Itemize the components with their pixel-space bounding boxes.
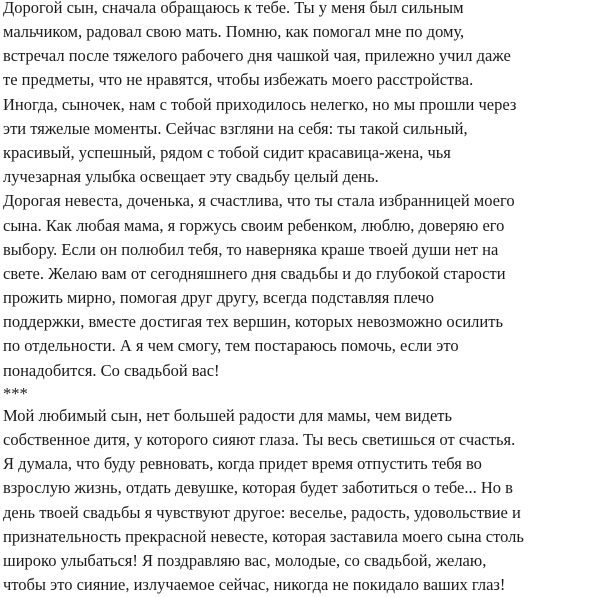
text-line: взрослую жизнь, отдать девушке, которая будет заботиться о тебе... Но в [3,478,513,498]
text-line: день твоей свадьбы я чувствуют другое: веселье, радость, удовольствие и [3,502,521,522]
text-line: собственное дитя, у которого сияют глаза. Ты весь светишься от счастья. [3,430,516,449]
text-line: Мой любимый сын, нет большей радости для мамы, чем видеть [3,405,453,425]
text-line: встречал после тяжелого рабочего дня чашкой чая, прилежно учил даже [3,46,511,66]
paragraph-1 [3,0,597,189]
text-line: Дорогая невеста, доченька, я счастлива, что ты стала избранницей моего [3,191,515,211]
text-line: широко улыбаться! Я поздравляю вас, молодые, со свадьбой, желаю, [3,550,487,570]
text-line: прожить мирно, помогая друг другу, всегда подставляя плечо [3,288,435,308]
text-line: Я думала, что буду ревновать, когда придет время отпустить тебя во [3,454,482,474]
text-line: свете. Желаю вам от сегодняшнего дня свадьбы и до глубокой старости [3,263,506,283]
text-line: по отдельности. А я чем смогу, тем постараюсь помочь, если это [3,336,459,356]
document-text [3,0,597,597]
text-line: красивый, успешный, рядом с тобой сидит красавица-жена, чья [3,142,451,162]
text-line: мальчиком, радовал свою мать. Помню, как помогал мне по дому, [3,22,465,41]
text-line: поддержки, вместе достигая тех вершин, которых невозможно осилить [3,312,503,332]
text-line: лучезарная улыбка освещает эту свадьбу целый день. [3,167,379,187]
text-line: Иногда, сыночек, нам с тобой приходилось нелегко, но мы прошли через [3,94,517,114]
text-line: понадобится. Со свадьбой вас! [3,360,220,380]
text-line: признательность прекрасной невесте, которая заставила моего сына столь [3,526,524,546]
text-line: чтобы это сияние, излучаемое сейчас, никогда не покидало ваших глаз! [3,575,506,595]
section-separator: *** [3,383,28,403]
paragraph-2 [3,189,597,383]
text-line: эти тяжелые моменты. Сейчас взгляни на себя: ты такой сильный, [3,118,468,138]
text-line: выбору. Если он полюбил тебя, то наверняка краше твоей души нет на [3,239,499,259]
text-line: Дорогой сын, сначала обращаюсь к тебе. Ты у меня был сильным [3,0,464,17]
paragraph-3 [3,404,597,597]
text-line: те предметы, что не нравятся, чтобы избежать моего расстройства. [3,70,474,90]
text-line: сына. Как любая мама, я горжусь своим ребенком, люблю, доверяю его [3,215,505,235]
